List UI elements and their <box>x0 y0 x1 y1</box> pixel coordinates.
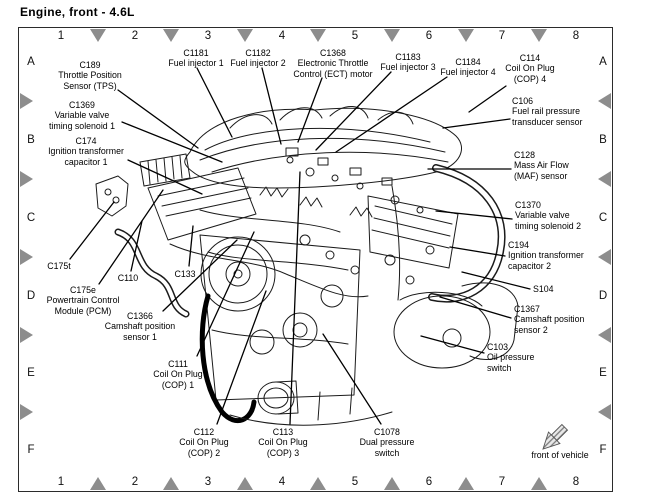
callout-line: C1369 <box>69 100 95 110</box>
callout-line: C1181 <box>183 48 209 58</box>
callout-line: C175e <box>70 285 96 295</box>
grid-marker-icon <box>20 327 33 343</box>
grid-col-label-top-6: 6 <box>425 30 433 42</box>
grid-row-label-left-D: D <box>26 290 36 302</box>
page-title: Engine, front - 4.6L <box>20 5 135 19</box>
callout-c1368 <box>293 48 372 79</box>
callout-line: Ignition transformer <box>48 146 124 157</box>
leader-line-c133 <box>189 226 193 266</box>
callout-line: C1366 <box>127 311 153 321</box>
grid-row-label-right-F: F <box>599 444 607 456</box>
callout-line: (COP) 1 <box>161 379 195 390</box>
callout-line: Dual pressure <box>359 437 415 448</box>
leader-line-c1182 <box>262 68 281 144</box>
grid-col-label-top-3: 3 <box>204 30 212 42</box>
leader-line-c113 <box>290 172 300 424</box>
grid-marker-icon <box>163 477 179 490</box>
callout-line: Camshaft position <box>514 314 585 325</box>
grid-col-label-bottom-5: 5 <box>351 476 359 488</box>
grid-marker-icon <box>90 29 106 42</box>
callout-c128 <box>514 150 569 181</box>
callout-c113 <box>258 427 307 458</box>
callout-line: Fuel injector 3 <box>380 62 436 73</box>
callout-line: Control (ECT) motor <box>293 68 373 79</box>
grid-row-label-left-C: C <box>26 212 36 224</box>
callout-line: Fuel injector 2 <box>230 58 286 69</box>
callout-line: Variable valve <box>515 210 570 221</box>
grid-row-label-right-C: C <box>598 212 608 224</box>
callout-line: C175t <box>47 261 71 271</box>
callout-line: sensor 2 <box>514 324 548 335</box>
callout-line: C133 <box>174 269 196 279</box>
leader-line-c1183 <box>316 72 391 150</box>
grid-marker-icon <box>458 29 474 42</box>
grid-row-label-right-E: E <box>599 367 607 379</box>
front-of-vehicle-arrow-icon <box>543 425 568 450</box>
grid-col-label-top-8: 8 <box>572 30 580 42</box>
grid-row-label-left-F: F <box>27 444 35 456</box>
callout-line: C194 <box>508 240 530 250</box>
callout-line: (COP) 4 <box>513 73 547 84</box>
callout-line: C103 <box>487 342 509 352</box>
callout-line: C1183 <box>395 52 421 62</box>
grid-col-label-top-7: 7 <box>498 30 506 42</box>
grid-col-label-bottom-6: 6 <box>425 476 433 488</box>
grid-marker-icon <box>20 249 33 265</box>
callout-c1184 <box>440 57 495 78</box>
callout-c1366 <box>105 311 175 342</box>
grid-col-label-bottom-3: 3 <box>204 476 212 488</box>
grid-marker-icon <box>310 29 326 42</box>
callout-line: C128 <box>514 150 536 160</box>
callout-line: Electronic Throttle <box>297 58 369 69</box>
callout-line: Fuel injector 4 <box>440 67 496 78</box>
grid-marker-icon <box>163 29 179 42</box>
callout-line: Fuel rail pressure <box>512 106 580 117</box>
callout-line: C1182 <box>245 48 271 58</box>
leader-line-c106 <box>443 119 510 128</box>
front-of-vehicle-label: front of vehicle <box>531 450 589 460</box>
callout-line: Module (PCM) <box>54 305 112 316</box>
grid-marker-icon <box>237 477 253 490</box>
grid-col-label-bottom-4: 4 <box>278 476 286 488</box>
grid-marker-icon <box>531 477 547 490</box>
callout-line: Mass Air Flow <box>514 160 569 171</box>
callout-c112 <box>179 427 228 458</box>
leader-line-c114 <box>469 86 506 112</box>
callout-c111 <box>153 359 202 390</box>
callout-line: C174 <box>75 136 97 146</box>
callout-line: C1368 <box>320 48 346 58</box>
leader-line-c103 <box>421 336 484 353</box>
grid-row-label-right-A: A <box>599 56 607 68</box>
callout-c1370 <box>515 200 581 231</box>
grid-col-label-top-5: 5 <box>351 30 359 42</box>
callout-line: C110 <box>117 273 139 283</box>
callout-c174 <box>48 136 124 167</box>
leader-line-c1078 <box>323 334 381 424</box>
grid-marker-icon <box>20 404 33 420</box>
callout-c103 <box>487 342 534 373</box>
leader-lines <box>70 68 530 424</box>
callout-line: switch <box>374 447 400 458</box>
callout-line: Coil On Plug <box>258 437 308 448</box>
callout-c1183 <box>380 52 435 73</box>
grid-marker-icon <box>598 404 611 420</box>
callout-line: C111 <box>168 359 188 369</box>
callout-line: Coil On Plug <box>179 437 229 448</box>
callout-line: Coil On Plug <box>505 63 555 74</box>
callout-c1078 <box>360 427 415 458</box>
grid-marker-icon <box>598 327 611 343</box>
callout-line: Throttle Position <box>58 70 122 81</box>
callout-c106 <box>512 96 582 127</box>
grid-row-label-right-D: D <box>598 290 608 302</box>
callout-line: Variable valve <box>54 110 110 121</box>
grid-marker-icon <box>598 93 611 109</box>
callout-line: C1184 <box>455 57 481 67</box>
callout-c1181 <box>168 48 223 69</box>
callout-line: C1367 <box>514 304 540 314</box>
callout-line: (MAF) sensor <box>514 170 568 181</box>
grid-marker-icon <box>384 477 400 490</box>
grid-marker-icon <box>598 171 611 187</box>
grid-marker-icon <box>531 29 547 42</box>
callout-c1367 <box>514 304 584 335</box>
callout-line: capacitor 1 <box>64 156 108 167</box>
callout-c1182 <box>230 48 285 69</box>
callout-c189 <box>58 60 122 91</box>
grid-row-label-left-A: A <box>27 56 35 68</box>
callout-c114 <box>505 53 554 84</box>
grid-marker-icon <box>458 477 474 490</box>
grid-col-label-bottom-8: 8 <box>572 476 580 488</box>
grid-marker-icon <box>237 29 253 42</box>
grid-marker-icon <box>310 477 326 490</box>
callout-c1369 <box>49 100 115 131</box>
callout-line: (COP) 2 <box>187 447 221 458</box>
callout-c110 <box>118 273 138 283</box>
grid-col-label-top-4: 4 <box>278 30 286 42</box>
grid-marker-icon <box>90 477 106 490</box>
callout-line: C106 <box>512 96 534 106</box>
callout-line: C112 <box>193 427 215 437</box>
grid-col-label-bottom-2: 2 <box>131 476 139 488</box>
grid-row-label-left-B: B <box>27 134 35 146</box>
callout-line: C1370 <box>515 200 541 210</box>
callout-line: S104 <box>533 284 554 294</box>
grid-col-label-top-2: 2 <box>131 30 139 42</box>
callout-line: Powertrain Control <box>46 295 120 306</box>
callout-line: C189 <box>79 60 101 70</box>
grid-marker-icon <box>20 93 33 109</box>
callout-line: transducer sensor <box>512 116 583 127</box>
grid-col-label-bottom-1: 1 <box>57 476 65 488</box>
callout-line: (COP) 3 <box>266 447 300 458</box>
callout-line: Oil pressure <box>487 352 535 363</box>
grid-row-label-left-E: E <box>27 367 35 379</box>
callout-line: timing solenoid 2 <box>515 220 582 231</box>
grid-row-label-right-B: B <box>599 134 607 146</box>
callout-line: timing solenoid 1 <box>48 120 116 131</box>
callout-line: Ignition transformer <box>508 250 584 261</box>
callout-c133 <box>174 269 195 279</box>
callout-line: switch <box>487 362 512 373</box>
callout-line: capacitor 2 <box>508 260 552 271</box>
leader-line-c189 <box>118 90 198 148</box>
grid-marker-icon <box>20 171 33 187</box>
grid-col-label-bottom-7: 7 <box>498 476 506 488</box>
callout-line: C1078 <box>374 427 400 437</box>
callout-line: Sensor (TPS) <box>63 80 117 91</box>
callout-c194 <box>508 240 584 271</box>
callout-s104 <box>533 284 554 294</box>
callout-line: sensor 1 <box>123 331 157 342</box>
callout-line: Coil On Plug <box>153 369 203 380</box>
leader-line-c1367 <box>440 297 511 318</box>
callout-c175t <box>47 261 70 271</box>
grid-col-label-top-1: 1 <box>57 30 65 42</box>
grid-marker-icon <box>384 29 400 42</box>
callout-line: C113 <box>272 427 294 437</box>
leader-line-c175t <box>70 202 114 259</box>
callout-line: C114 <box>519 53 541 63</box>
leader-line-c1184 <box>336 77 447 152</box>
callout-line: Camshaft position <box>104 321 176 332</box>
callout-line: Fuel injector 1 <box>168 58 224 69</box>
grid-marker-icon <box>598 249 611 265</box>
